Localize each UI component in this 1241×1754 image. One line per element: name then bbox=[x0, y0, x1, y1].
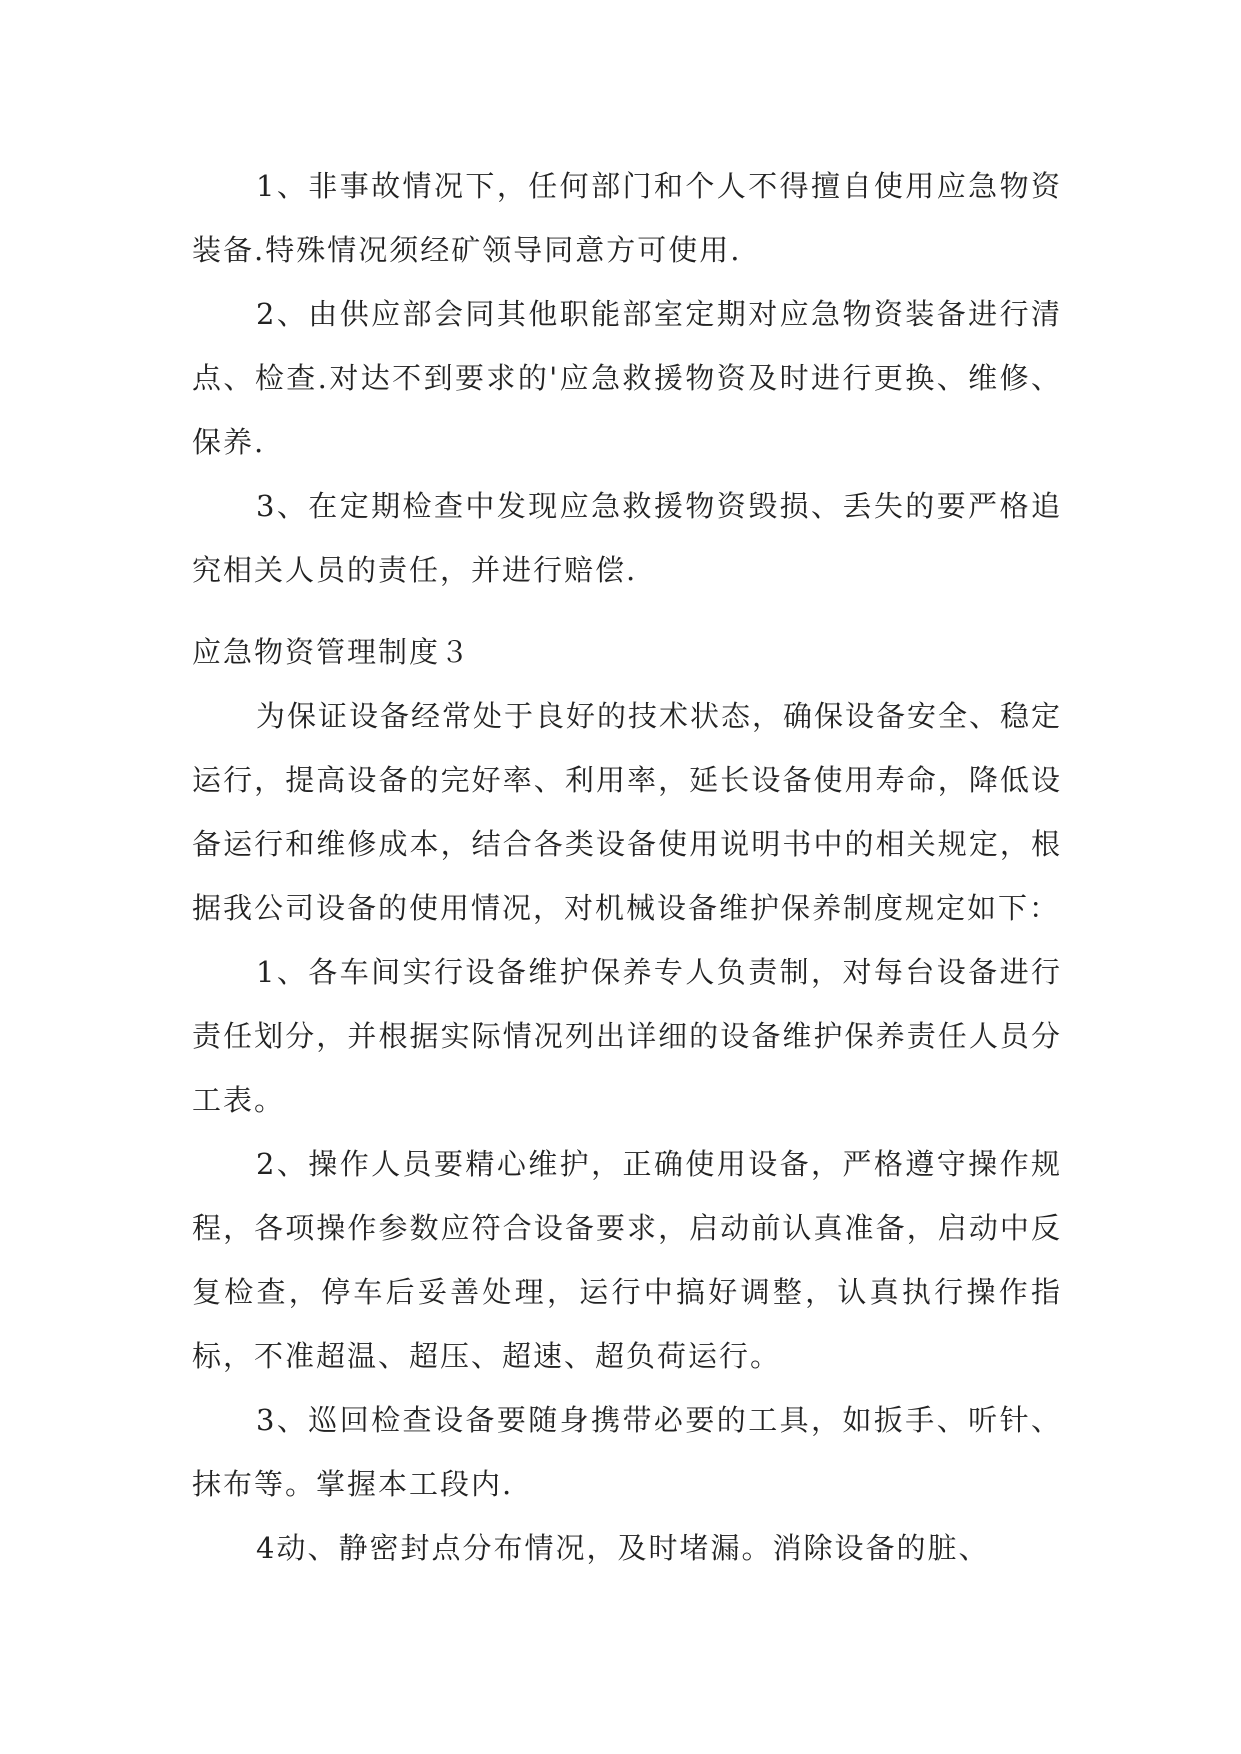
paragraph-item-3: 3、巡回检查设备要随身携带必要的工具，如扳手、听针、抹布等。掌握本工段内. bbox=[192, 1403, 1062, 1501]
paragraph-item-4: 4动、静密封点分布情况，及时堵漏。消除设备的脏、 bbox=[256, 1531, 990, 1565]
paragraph-2: 2、由供应部会同其他职能部室定期对应急物资装备进行清点、检查.对达不到要求的'应急救援物资及时进行更换、维修、保养. bbox=[192, 297, 1062, 459]
paragraph-1: 1、非事故情况下，任何部门和个人不得擅自使用应急物资装备.特殊情况须经矿领导同意方可使用. bbox=[192, 169, 1062, 267]
document-section-1 bbox=[192, 154, 1062, 602]
paragraph-item-2: 2、操作人员要精心维护，正确使用设备，严格遵守操作规程，各项操作参数应符合设备要求，启动前认真准备，启动中反复检查，停车后妥善处理，运行中搞好调整，认真执行操作指标，不准超温、超压、超速、超负荷运行。 bbox=[192, 1147, 1062, 1373]
paragraph-intro: 为保证设备经常处于良好的技术状态，确保设备安全、稳定运行，提高设备的完好率、利用率，延长设备使用寿命，降低设备运行和维修成本，结合各类设备使用说明书中的相关规定，根据我公司设备的使用情况，对机械设备维护保养制度规定如下： bbox=[192, 699, 1063, 925]
document-section-2 bbox=[192, 620, 1062, 1580]
paragraph-3: 3、在定期检查中发现应急救援物资毁损、丢失的要严格追究相关人员的责任，并进行赔偿. bbox=[192, 489, 1062, 587]
section-title: 应急物资管理制度３ bbox=[192, 635, 472, 669]
paragraph-item-1: 1、各车间实行设备维护保养专人负责制，对每台设备进行责任划分，并根据实际情况列出详细的设备维护保养责任人员分工表。 bbox=[192, 955, 1062, 1117]
